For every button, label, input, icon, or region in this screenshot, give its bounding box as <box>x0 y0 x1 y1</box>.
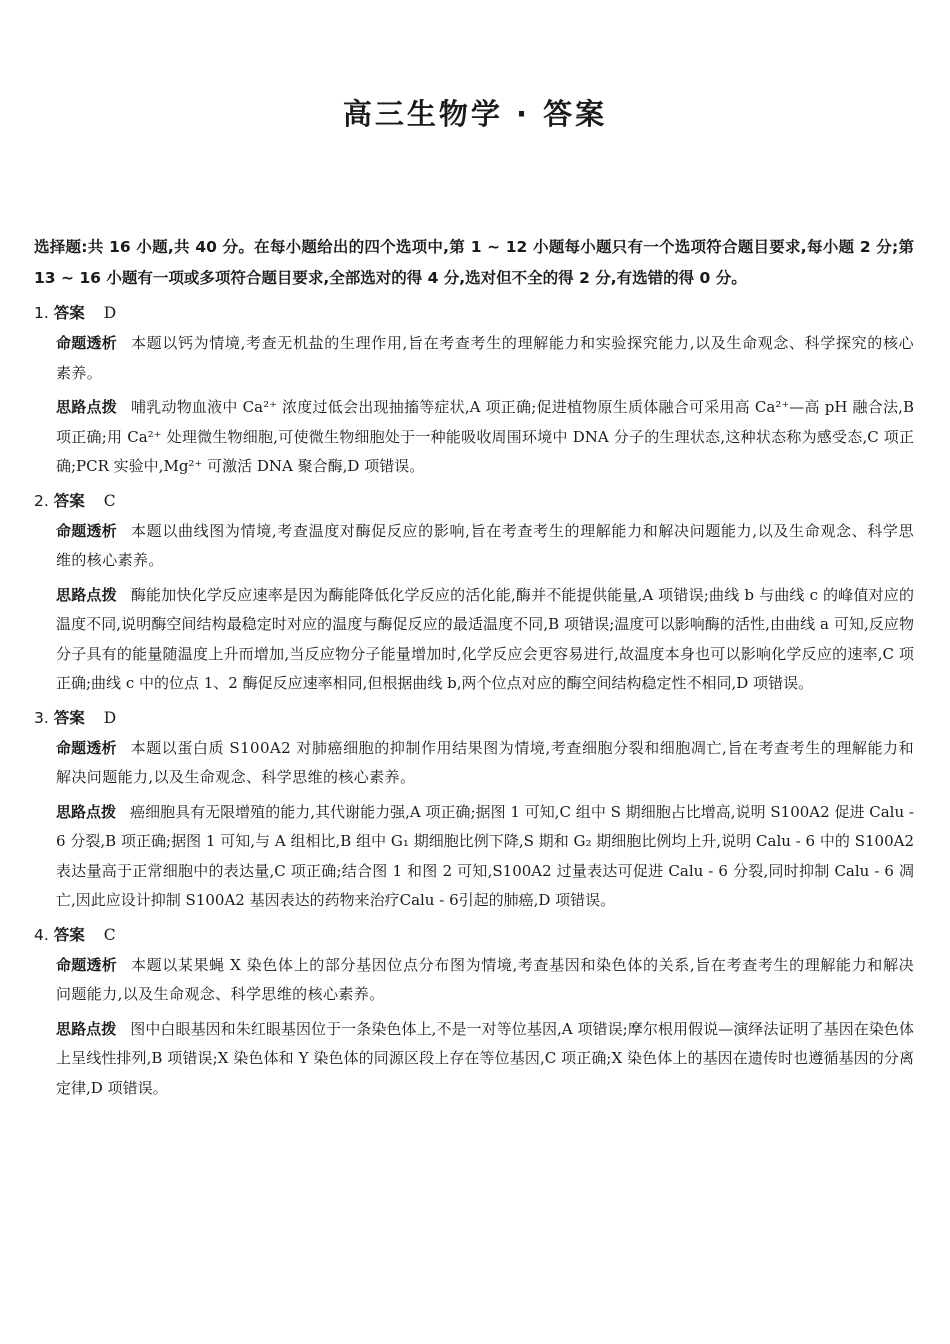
answer-label: 答案 <box>53 925 85 944</box>
hint-label: 思路点拨 <box>56 802 117 821</box>
answer-label: 答案 <box>53 491 85 510</box>
answer-line <box>34 704 914 732</box>
hint-text: 图中白眼基因和朱红眼基因位于一条染色体上,不是一对等位基因,A 项错误;摩尔根用假说—演绎法证明了基因在染色体上呈线性排列,B 项错误;X 染色体和 Y 染色体的同源区段上存在等位基因,C 项正确;X 染色体上的基因在遗传时也遵循基因的分离定律,D 项错误。 <box>56 1019 914 1097</box>
analysis-text: 本题以某果蝇 X 染色体上的部分基因位点分布图为情境,考查基因和染色体的关系,旨在考查考生的理解能力和解决问题能力,以及生命观念、科学思维的核心素养。 <box>56 955 914 1003</box>
question-1 <box>34 299 914 482</box>
hint-paragraph <box>56 798 914 916</box>
analysis-label: 命题透析 <box>56 955 117 974</box>
hint-paragraph <box>56 1015 914 1104</box>
answer-label: 答案 <box>53 708 85 727</box>
question-number: 1. <box>34 304 49 322</box>
analysis-label: 命题透析 <box>56 738 117 757</box>
page-title: 高三生物学 · 答案 <box>342 97 608 131</box>
analysis-text: 本题以曲线图为情境,考查温度对酶促反应的影响,旨在考查考生的理解能力和解决问题能力,以及生命观念、科学思维的核心素养。 <box>56 521 914 569</box>
answer-content <box>34 232 914 1108</box>
answer-value: D <box>103 708 117 727</box>
analysis-text: 本题以蛋白质 S100A2 对肺癌细胞的抑制作用结果图为情境,考查细胞分裂和细胞凋亡,旨在考查考生的理解能力和解决问题能力,以及生命观念、科学思维的核心素养。 <box>56 738 914 786</box>
answer-line <box>34 299 914 327</box>
analysis-paragraph <box>56 734 914 793</box>
answer-value: C <box>103 491 116 510</box>
question-3 <box>34 704 914 916</box>
answer-label: 答案 <box>53 304 85 322</box>
answer-value: C <box>103 925 116 944</box>
hint-text: 癌细胞具有无限增殖的能力,其代谢能力强,A 项正确;据图 1 可知,C 组中 S 期细胞占比增高,说明 S100A2 促进 Calu - 6 分裂,B 项正确;据图 1 可知,与 A 组相比,B 组中 G₁ 期细胞比例下降,S 期和 G₂ 期细胞比例均上升,说明 Calu - 6 中的 S100A2 表达量高于正常细胞中的表达量,C 项正确;结合图 1 和图 2 可知,S100A2 过量表达可促进 Calu - 6 分裂,同时抑制 Calu - 6 凋亡,因此应设计抑制 S100A2 基因表达的药物来治疗Calu - 6引起的肺癌,D 项错误。 <box>56 802 914 909</box>
question-4 <box>34 921 914 1104</box>
question-2 <box>34 487 914 699</box>
hint-paragraph <box>56 393 914 482</box>
analysis-label: 命题透析 <box>56 334 118 352</box>
analysis-text: 本题以钙为情境,考查无机盐的生理作用,旨在考查考生的理解能力和实验探究能力,以及生命观念、科学探究的核心素养。 <box>56 334 914 382</box>
question-number: 3. <box>34 708 49 727</box>
analysis-paragraph <box>56 951 914 1010</box>
hint-label: 思路点拨 <box>56 1019 117 1038</box>
hint-text: 酶能加快化学反应速率是因为酶能降低化学反应的活化能,酶并不能提供能量,A 项错误;曲线 b 与曲线 c 的峰值对应的温度不同,说明酶空间结构最稳定时对应的温度与酶促反应的最适温度不同,B 项错误;温度可以影响酶的活性,由曲线 a 可知,反应物分子具有的能量随温度上升而增加,当反应物分子能量增加时,化学反应会更容易进行,故温度本身也可以影响化学反应的速率,C 项正确;曲线 c 中的位点 1、2 酶促反应速率相同,但根据曲线 b,两个位点对应的酶空间结构稳定性不相同,D 项错误。 <box>56 585 914 692</box>
answer-value: D <box>103 304 117 322</box>
analysis-paragraph <box>56 517 914 576</box>
question-number: 4. <box>34 925 49 944</box>
answer-line <box>34 487 914 515</box>
analysis-paragraph <box>56 329 914 388</box>
hint-paragraph <box>56 581 914 699</box>
question-number: 2. <box>34 491 49 510</box>
analysis-label: 命题透析 <box>56 521 118 540</box>
section-intro: 选择题:共 16 小题,共 40 分。在每小题给出的四个选项中,第 1 ~ 12 小题每小题只有一个选项符合题目要求,每小题 2 分;第 13 ~ 16 小题有一项或多项符合题目要求,全部选对的得 4 分,选对但不全的得 2 分,有选错的得 0 分。 <box>34 238 914 287</box>
answer-line <box>34 921 914 949</box>
hint-text: 哺乳动物血液中 Ca²⁺ 浓度过低会出现抽搐等症状,A 项正确;促进植物原生质体融合可采用高 Ca²⁺—高 pH 融合法,B 项正确;用 Ca²⁺ 处理微生物细胞,可使微生物细胞处于一种能吸收周围环境中 DNA 分子的生理状态,这种状态称为感受态,C 项正确;PCR 实验中,Mg²⁺ 可激活 DNA 聚合酶,D 项错误。 <box>56 398 914 475</box>
hint-label: 思路点拨 <box>56 585 117 604</box>
hint-label: 思路点拨 <box>56 398 117 416</box>
